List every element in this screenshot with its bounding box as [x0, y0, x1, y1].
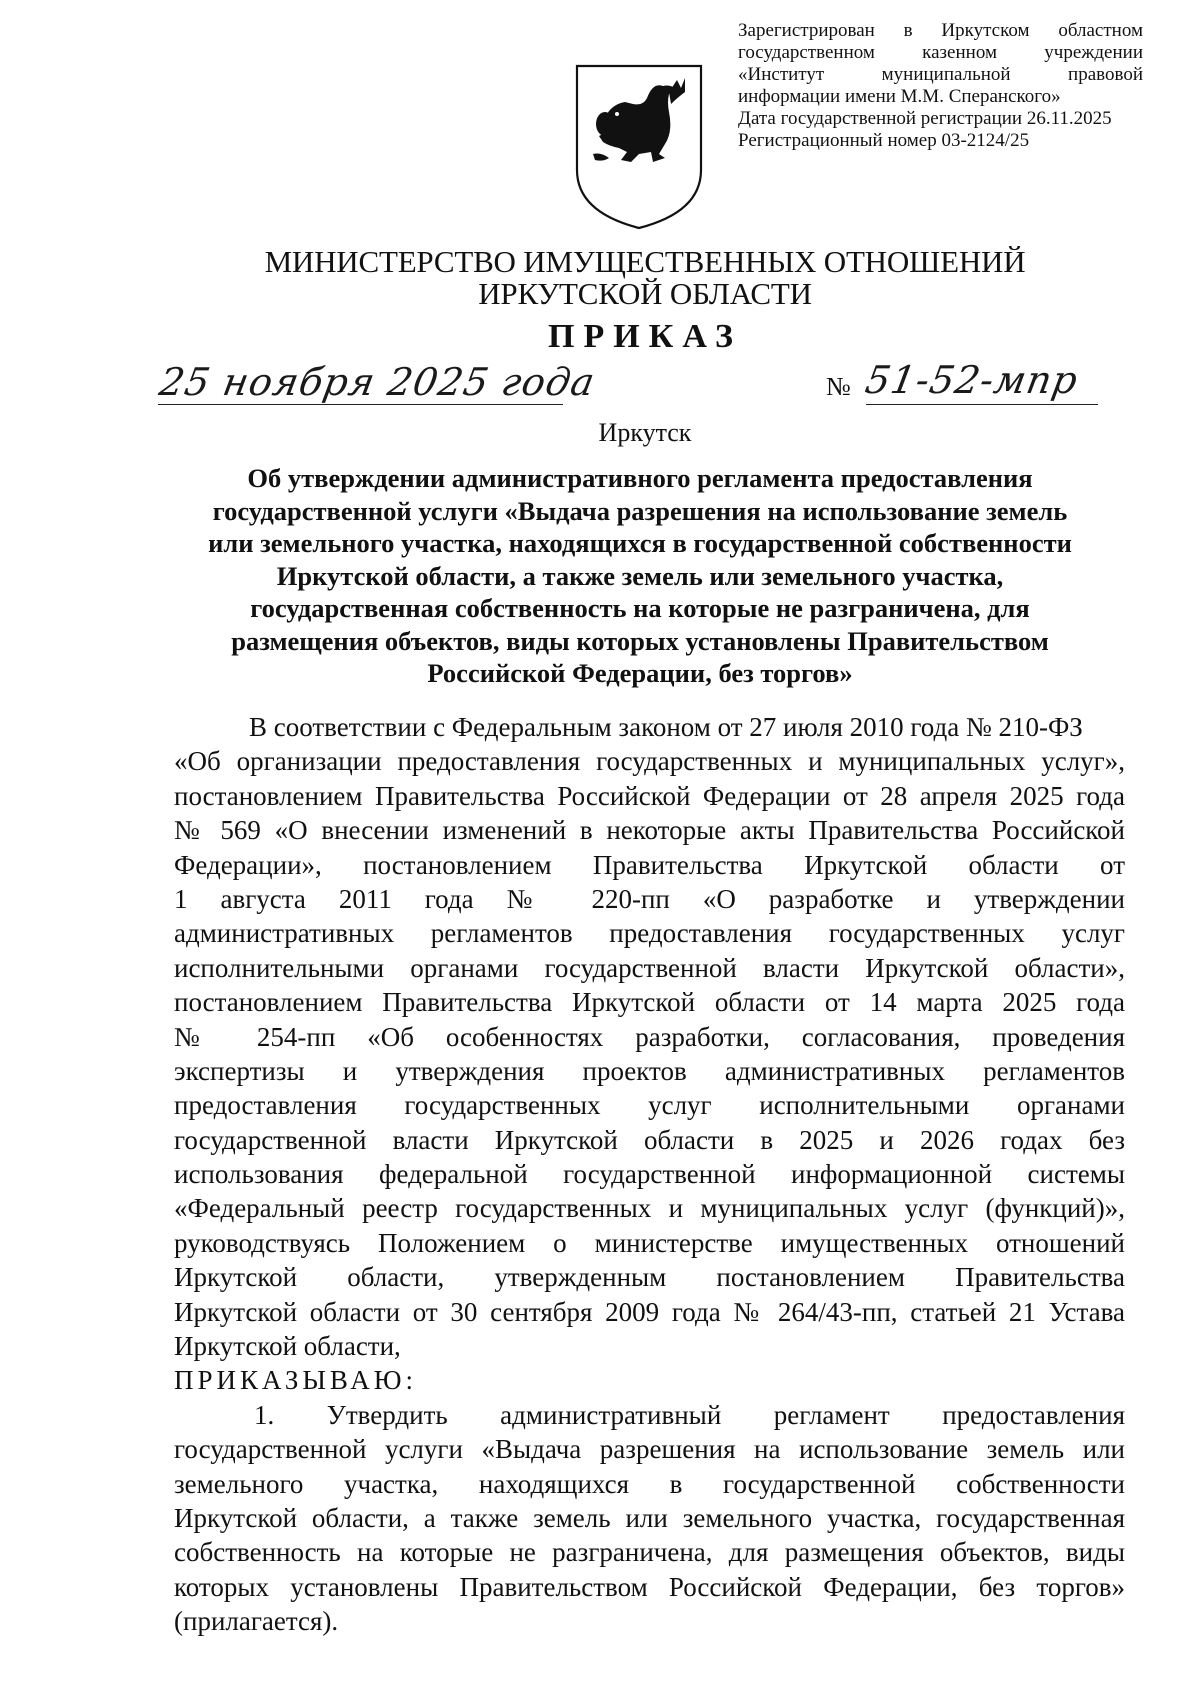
issue-city: Иркутск	[598, 418, 692, 447]
preamble-line: 1 августа 2011 года № 220-пп «О разработке и утверждении	[174, 883, 1125, 914]
order-subject	[170, 462, 1110, 690]
preamble-line: постановлением Правительства Иркутской области от 14 марта 2025 года	[174, 987, 1125, 1018]
preamble-line: постановлением Правительства Российской Федерации от 28 апреля 2025 года	[174, 780, 1125, 811]
item-line: которых установлены Правительством Российской Федерации, без торгов»	[174, 1571, 1125, 1602]
preamble-line: «Федеральный реестр государственных и муниципальных услуг (функций)»,	[174, 1193, 1125, 1224]
registration-line: «Институт муниципальной правовой	[738, 64, 1143, 85]
handwritten-date: 25 ноября 2025 года	[156, 360, 599, 404]
coat-of-arms-icon	[573, 62, 705, 232]
preamble-line: руководствуясь Положением о министерстве имущественных отношений	[174, 1227, 1125, 1258]
item-line: (прилагается).	[174, 1606, 339, 1637]
subject-line: государственной услуги «Выдача разрешения на использование земель	[212, 495, 1068, 526]
preamble-line: Федерации», постановлением Правительства Иркутской области от	[174, 849, 1125, 880]
subject-line: размещения объектов, виды которых установлены Правительством	[231, 625, 1049, 656]
preamble-line: предоставления государственных услуг исполнительными органами	[174, 1090, 1125, 1121]
item-line: собственность на которые не разграничена, для размещения объектов, виды	[174, 1537, 1125, 1568]
preamble-line: исполнительными органами государственной власти Иркутской области»,	[174, 952, 1125, 983]
order-item-1	[174, 1398, 1125, 1639]
preamble-line: использования федеральной государственной информационной системы	[174, 1159, 1125, 1190]
item-line: земельного участка, находящихся в государственной собственности	[174, 1468, 1125, 1499]
subject-line: или земельного участка, находящихся в государственной собственности	[208, 528, 1072, 558]
ministry-name-line: ИРКУТСКОЙ ОБЛАСТИ	[478, 276, 812, 311]
registration-number: Регистрационный номер 03-2124/25	[738, 130, 1030, 151]
preamble-line: № 569 «О внесении изменений в некоторые акты Правительства Российской	[174, 815, 1125, 846]
order-body	[174, 710, 1125, 1639]
number-sign: №	[826, 372, 851, 401]
decree-word: ПРИКАЗЫВАЮ:	[174, 1365, 417, 1396]
subject-line: Об утверждении административного регламента предоставления	[247, 463, 1033, 493]
registration-line: информации имени М.М. Сперанского»	[738, 86, 1061, 107]
preamble-line: административных регламентов предоставления государственных услуг	[174, 918, 1125, 949]
preamble-line: «Об организации предоставления государственных и муниципальных услуг»,	[174, 746, 1125, 777]
item-line: Иркутской области, а также земель или земельного участка, государственная	[174, 1502, 1125, 1533]
document-type-title: ПРИКАЗ	[548, 318, 742, 355]
subject-line: Иркутской области, а также земель или земельного участка,	[276, 560, 1004, 591]
subject-line: государственная собственность на которые не разграничена, для	[250, 593, 1030, 623]
preamble-line: Иркутской области,	[174, 1331, 401, 1362]
preamble-line: экспертизы и утверждения проектов административных регламентов	[174, 1055, 1125, 1086]
number-underline	[866, 404, 1098, 405]
registration-date: Дата государственной регистрации 26.11.2025	[738, 108, 1112, 129]
preamble-line: Иркутской области от 30 сентября 2009 года № 264/43-пп, статьей 21 Устава	[174, 1296, 1125, 1327]
registration-line: государственном казенном учреждении	[738, 42, 1143, 63]
date-underline	[158, 404, 563, 405]
subject-line: Российской Федерации, без торгов»	[427, 658, 853, 688]
ministry-name	[0, 246, 1200, 310]
registration-stamp	[738, 20, 1143, 152]
item-line: 1. Утвердить административный регламент предоставления	[254, 1399, 1125, 1430]
handwritten-order-number: 51-52-мпр	[862, 358, 1082, 402]
preamble-line: В соответствии с Федеральным законом от 27 июля 2010 года № 210-ФЗ	[249, 712, 1083, 742]
preamble-line: государственной власти Иркутской области в 2025 и 2026 годах без	[174, 1124, 1125, 1155]
preamble-line: № 254-пп «Об особенностях разработки, согласования, проведения	[174, 1021, 1125, 1052]
registration-line: Зарегистрирован в Иркутском областном	[738, 20, 1143, 41]
ministry-name-line: МИНИСТЕРСТВО ИМУЩЕСТВЕННЫХ ОТНОШЕНИЙ	[264, 244, 1026, 279]
preamble-paragraph	[174, 710, 1125, 1363]
item-line: государственной услуги «Выдача разрешения на использование земель или	[174, 1434, 1125, 1465]
preamble-line: Иркутской области, утвержденным постановлением Правительства	[174, 1262, 1125, 1293]
